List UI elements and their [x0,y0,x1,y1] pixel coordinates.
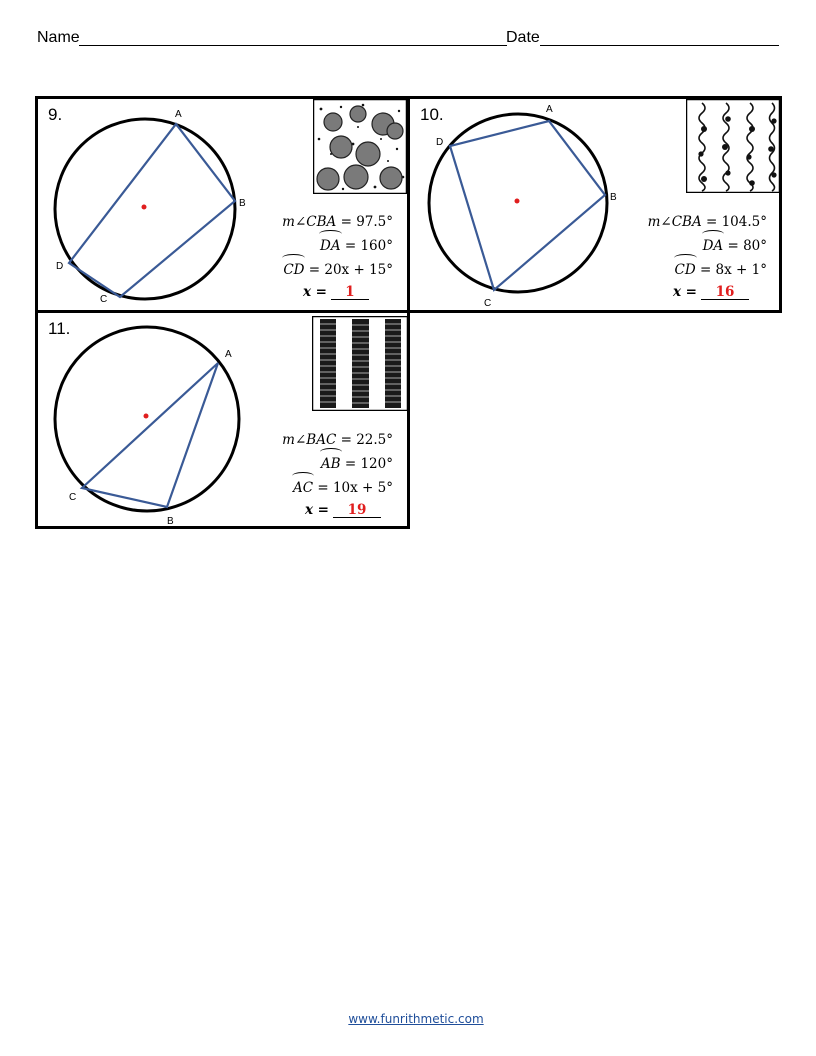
answer-row: x = 19 [282,499,393,521]
vertex-label-d: D [56,261,64,272]
center-dot [515,199,520,204]
vertex-label-c: C [484,298,492,309]
center-dot [142,205,147,210]
answer-row: x = 1 [282,281,393,303]
date-label: Date [506,29,540,46]
given-arc-1: DA = 160° [282,233,393,257]
footer-link[interactable]: www.funrithmetic.com [348,1012,484,1026]
problem-9-box [35,96,410,313]
answer-field[interactable]: 1 [331,285,369,300]
vertex-label-b: B [610,192,617,203]
name-line[interactable] [79,45,507,46]
given-angle: m∠CBA = 104.5° [647,214,767,230]
given-arc-2: CD = 8x + 1° [648,257,767,281]
inscribed-triangle [82,363,218,507]
given-angle: m∠CBA = 97.5° [282,214,393,230]
vertex-label-c: C [100,294,108,305]
date-line[interactable] [540,45,779,46]
problem-number: 10. [420,105,444,124]
vertex-label-a: A [175,109,182,120]
problem-9-givens [282,211,393,303]
striated-fiber-image [312,316,408,411]
vertex-label-a: A [546,104,553,115]
answer-field[interactable]: 19 [333,503,381,518]
vertex-label-d: D [436,137,444,148]
given-angle: m∠BAC = 22.5° [282,432,393,448]
vertex-label-b: B [239,198,246,209]
vertex-label-c: C [69,492,77,503]
problem-number: 11. [48,319,71,338]
problem-11-box [35,310,410,529]
given-arc-2: AC = 10x + 5° [282,475,393,499]
problem-11-givens [282,429,393,521]
center-dot [144,414,149,419]
name-label: Name [37,29,80,46]
problem-10-givens [648,211,767,303]
wavy-fiber-image [686,99,780,193]
problem-number: 9. [48,105,63,124]
answer-row: x = 16 [648,281,767,303]
given-arc-1: AB = 120° [282,451,393,475]
answer-field[interactable]: 16 [701,285,749,300]
problem-10-box [407,96,782,313]
cell-pattern-image [313,99,407,194]
given-arc-1: DA = 80° [648,233,767,257]
circle [55,327,239,511]
given-arc-2: CD = 20x + 15° [282,257,393,281]
vertex-label-b: B [167,516,174,527]
vertex-label-a: A [225,349,232,360]
